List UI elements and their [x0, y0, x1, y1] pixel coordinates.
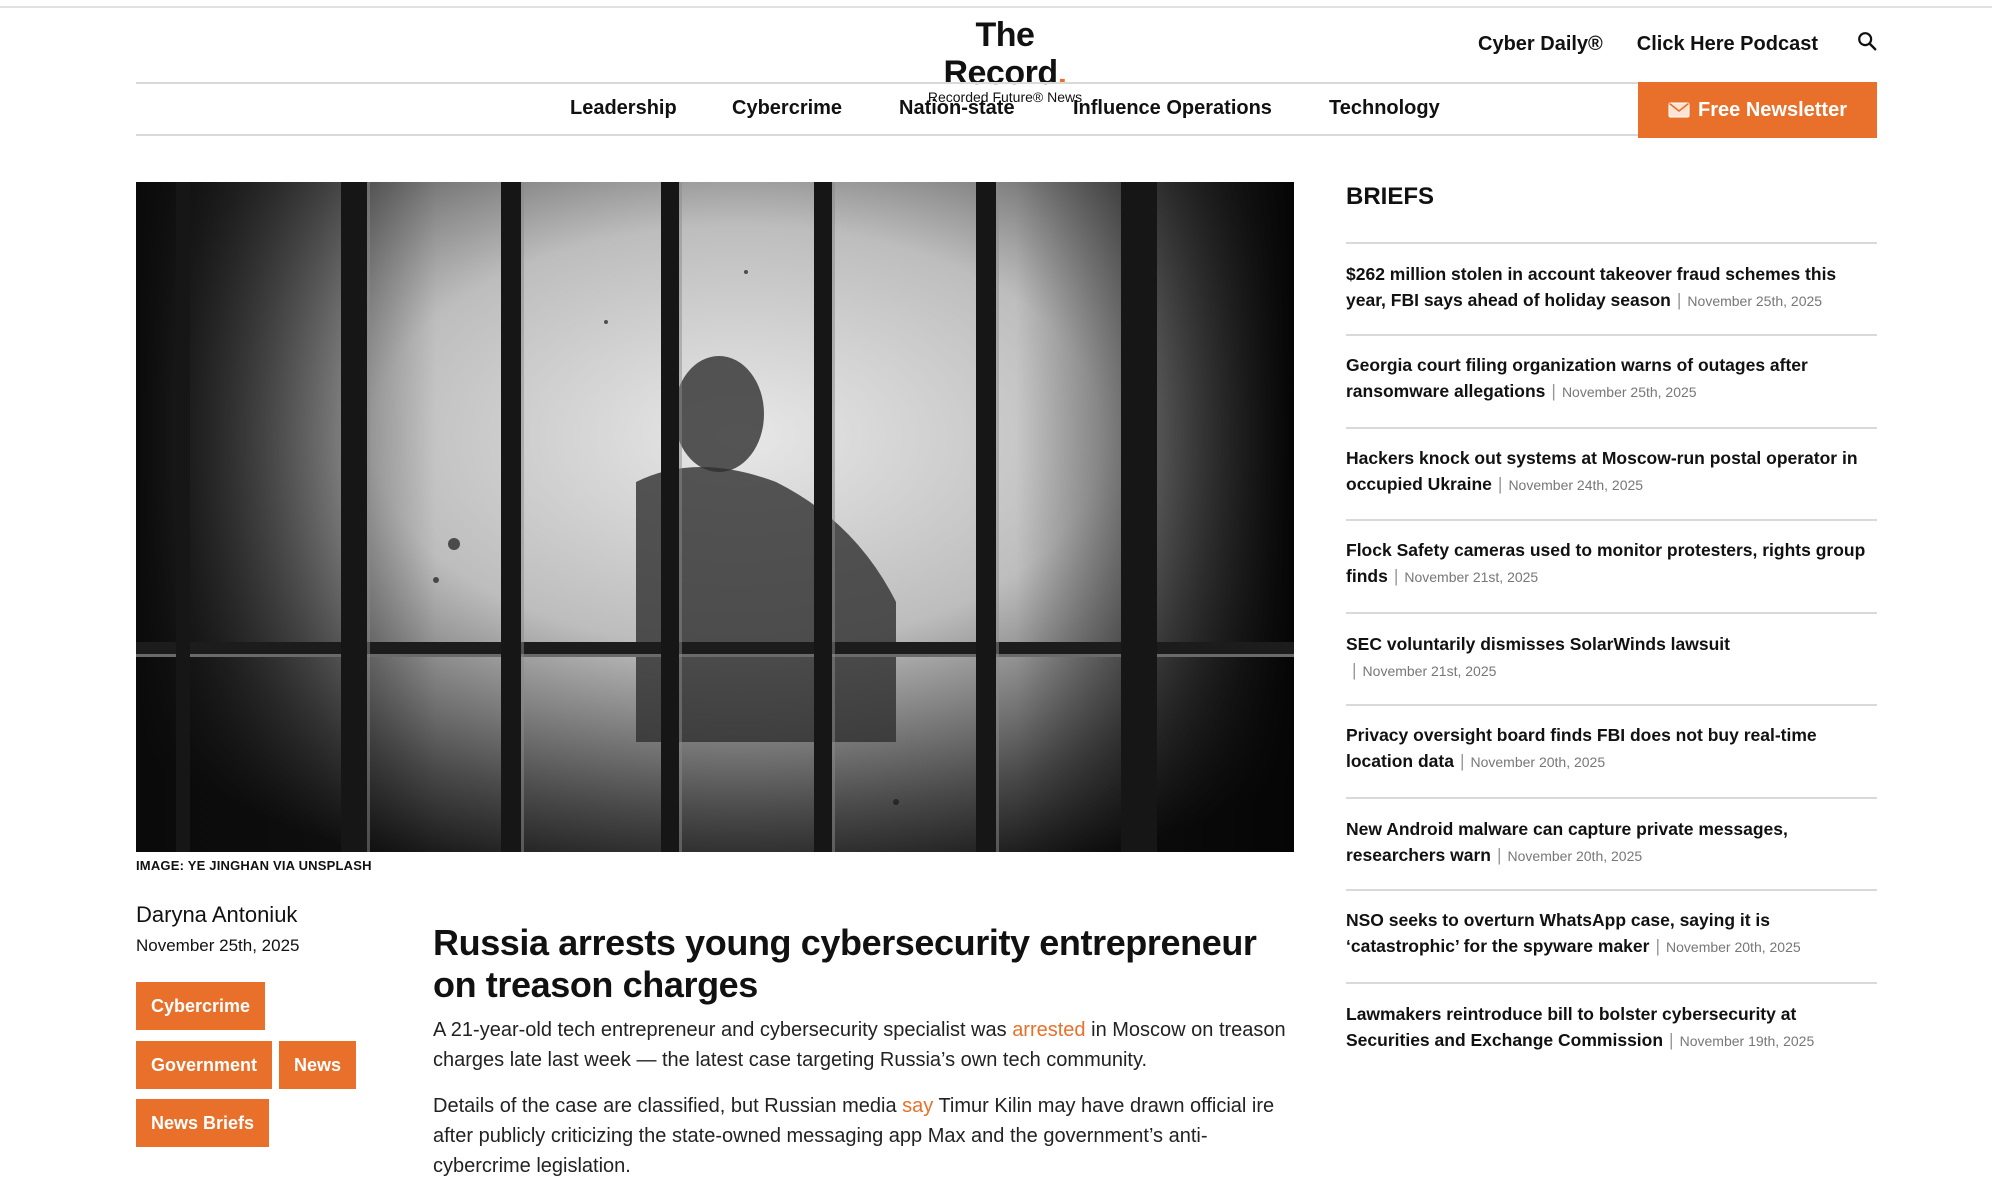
- nav-influence-operations[interactable]: Influence Operations: [1073, 97, 1272, 119]
- image-caption: IMAGE: YE JINGHAN VIA UNSPLASH: [136, 858, 372, 873]
- top-border: [0, 6, 1992, 8]
- logo-subtitle: Recorded Future® News: [927, 89, 1083, 105]
- brief-item[interactable]: SEC voluntarily dismisses SolarWinds lawsuit | November 21st, 2025: [1346, 634, 1730, 680]
- article-paragraph: A 21-year-old tech entrepreneur and cybersecurity specialist was arrested in Moscow on treason charges late last week — the latest case targeting Russia’s own tech community.: [433, 1019, 1286, 1071]
- divider: [1346, 427, 1877, 429]
- prison-bars-photo: [136, 182, 1294, 852]
- article-paragraph: Details of the case are classified, but Russian media say Timur Kilin may have drawn official ire after publicly criticizing the state-owned messaging app Max and the government’s anti-cybercrime legislation.: [433, 1095, 1275, 1177]
- say-link[interactable]: say: [902, 1095, 934, 1117]
- arrested-link[interactable]: arrested: [1012, 1019, 1086, 1041]
- search-icon[interactable]: [1856, 30, 1878, 52]
- nav-nation-state[interactable]: Nation-state: [899, 97, 1015, 119]
- brief-item[interactable]: Georgia court filing organization warns of outages after ransomware allegations | November 25th, 2025: [1346, 355, 1808, 401]
- nav-cybercrime[interactable]: Cybercrime: [732, 97, 843, 119]
- brief-item[interactable]: Lawmakers reintroduce bill to bolster cybersecurity at Securities and Exchange Commission | November 19th, 2025: [1346, 1004, 1815, 1050]
- mail-icon: [1668, 102, 1690, 118]
- divider: [1346, 889, 1877, 891]
- brief-item[interactable]: Privacy oversight board finds FBI does not buy real-time location data | November 20th, 2025: [1346, 725, 1817, 771]
- article-hero-image: [136, 182, 1294, 852]
- divider: [1346, 242, 1877, 244]
- nav-technology[interactable]: Technology: [1329, 97, 1440, 119]
- tag-news-briefs[interactable]: News Briefs: [136, 1099, 269, 1147]
- divider: [1346, 982, 1877, 984]
- article-date: November 25th, 2025: [136, 936, 300, 955]
- brief-item[interactable]: Hackers knock out systems at Moscow-run postal operator in occupied Ukraine | November 24th, 2025: [1346, 448, 1858, 494]
- divider: [1346, 612, 1877, 614]
- article-headline: Russia arrests young cybersecurity entrepreneur on treason charges: [433, 922, 1257, 1005]
- click-here-podcast-link[interactable]: Click Here Podcast: [1636, 33, 1818, 55]
- divider: [1346, 519, 1877, 521]
- author-name[interactable]: Daryna Antoniuk: [136, 902, 298, 927]
- main-nav: [136, 82, 1877, 136]
- logo-title: The Record.: [943, 16, 1067, 92]
- brief-item[interactable]: New Android malware can capture private messages, researchers warn | November 20th, 2025: [1346, 819, 1788, 865]
- newsletter-label: Free Newsletter: [1698, 98, 1847, 121]
- cyber-daily-link[interactable]: Cyber Daily®: [1478, 33, 1603, 55]
- divider: [1346, 704, 1877, 706]
- brief-item[interactable]: Flock Safety cameras used to monitor protesters, rights group finds | November 21st, 2025: [1346, 540, 1866, 586]
- briefs-heading: BRIEFS: [1346, 183, 1435, 210]
- brief-item[interactable]: NSO seeks to overturn WhatsApp case, saying it is ‘catastrophic’ for the spyware maker | November 20th, 2025: [1346, 910, 1801, 956]
- nav-leadership[interactable]: Leadership: [570, 97, 677, 119]
- tag-news[interactable]: News: [279, 1041, 356, 1089]
- divider: [1346, 334, 1877, 336]
- tag-cybercrime[interactable]: Cybercrime: [136, 982, 265, 1030]
- tag-government[interactable]: Government: [136, 1041, 272, 1089]
- top-links: [1478, 33, 1852, 56]
- divider: [1346, 797, 1877, 799]
- brief-item[interactable]: $262 million stolen in account takeover fraud schemes this year, FBI says ahead of holiday season | November 25th, 2025: [1346, 264, 1837, 310]
- free-newsletter-button[interactable]: [1638, 82, 1877, 138]
